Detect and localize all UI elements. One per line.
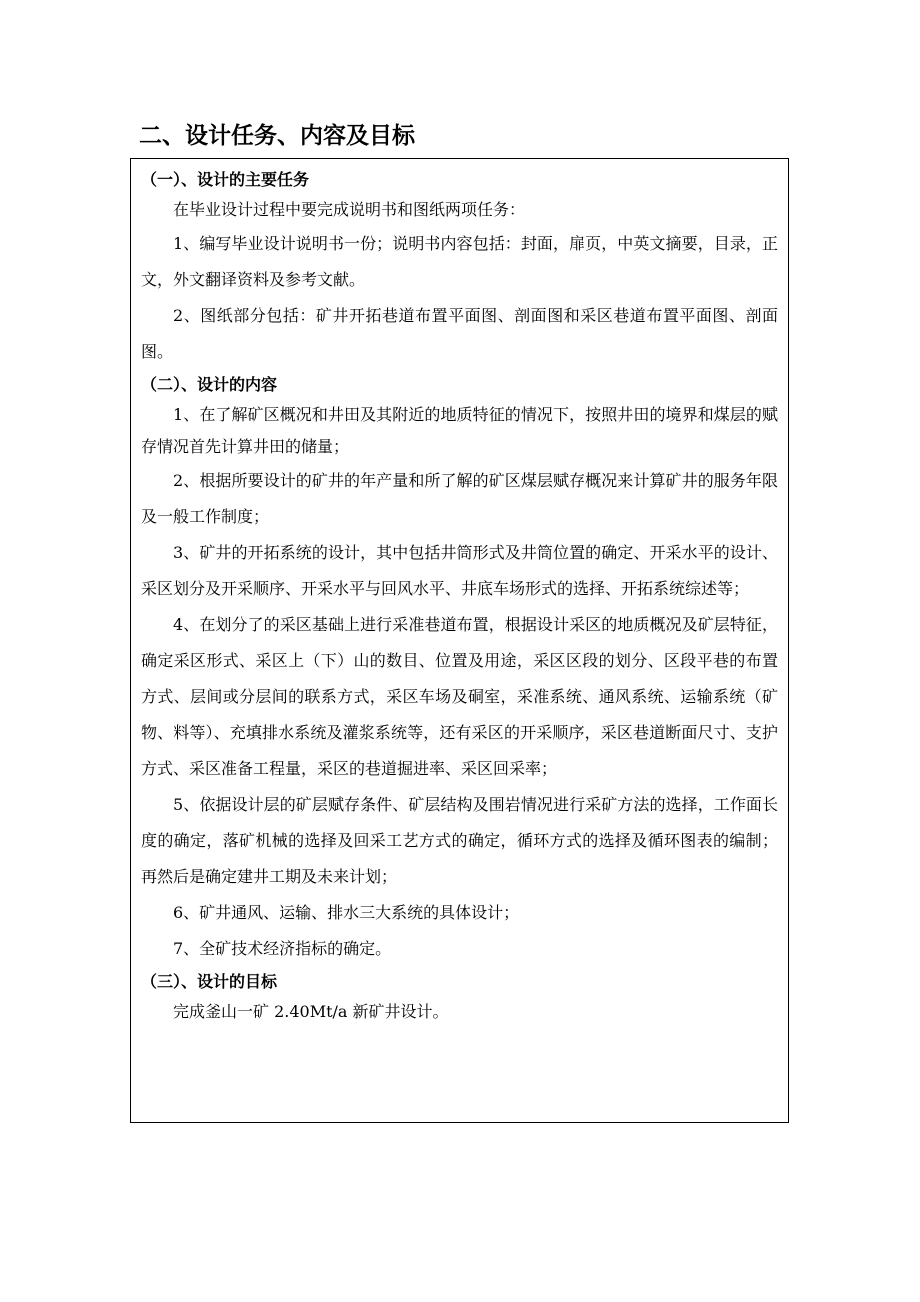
paragraph: 2、图纸部分包括：矿井开拓巷道布置平面图、剖面图和采区巷道布置平面图、剖面图。 [141,306,778,361]
paragraph: 1、在了解矿区概况和井田及其附近的地质特征的情况下，按照井田的境界和煤层的赋存情况首先计算井田的储量； [141,405,778,456]
paragraph: 2、根据所要设计的矿井的年产量和所了解的矿区煤层赋存概况来计算矿井的服务年限及一般工作制度； [141,471,778,526]
paragraph: 完成釜山一矿 2.40Mt/a 新矿井设计。 [173,1002,449,1021]
paragraph: 7、全矿技术经济指标的确定。 [173,939,392,958]
paragraph: 5、依据设计层的矿层赋存条件、矿层结构及围岩情况进行采矿方法的选择，工作面长度的确定，落矿机械的选择及回采工艺方式的确定，循环方式的选择及循环图表的编制；再然后是确定建井工期及未来计划； [141,795,778,886]
section-title-goals: （三）、设计的目标 [141,972,278,991]
content-table-cell [130,158,789,1123]
page-title: 二、设计任务、内容及目标 [139,123,415,149]
section-title-main-tasks: （一）、设计的主要任务 [141,170,310,189]
paragraph: 6、矿井通风、运输、排水三大系统的具体设计； [173,903,520,922]
paragraph: 1、编写毕业设计说明书一份；说明书内容包括：封面，扉页，中英文摘要，目录，正文，外文翻译资料及参考文献。 [141,234,778,289]
paragraph: 3、矿井的开拓系统的设计，其中包括井筒形式及井筒位置的确定、开采水平的设计、采区划分及开采顺序、开采水平与回风水平、井底车场形式的选择、开拓系统综述等； [141,543,778,598]
paragraph: 在毕业设计过程中要完成说明书和图纸两项任务： [173,200,526,219]
paragraph: 4、在划分了的采区基础上进行采准巷道布置，根据设计采区的地质概况及矿层特征，确定采区形式、采区上（下）山的数目、位置及用途，采区区段的划分、区段平巷的布置方式、层间或分层间的联系方式，采区车场及硐室，采准系统、通风系统、运输系统（矿物、料等）、充填排水系统及灌浆系统等，还有采区的开采顺序，采区巷道断面尺寸、支护方式、采区准备工程量，采区的巷道掘进率、采区回采率； [141,615,778,778]
section-title-content: （二）、设计的内容 [141,375,278,394]
